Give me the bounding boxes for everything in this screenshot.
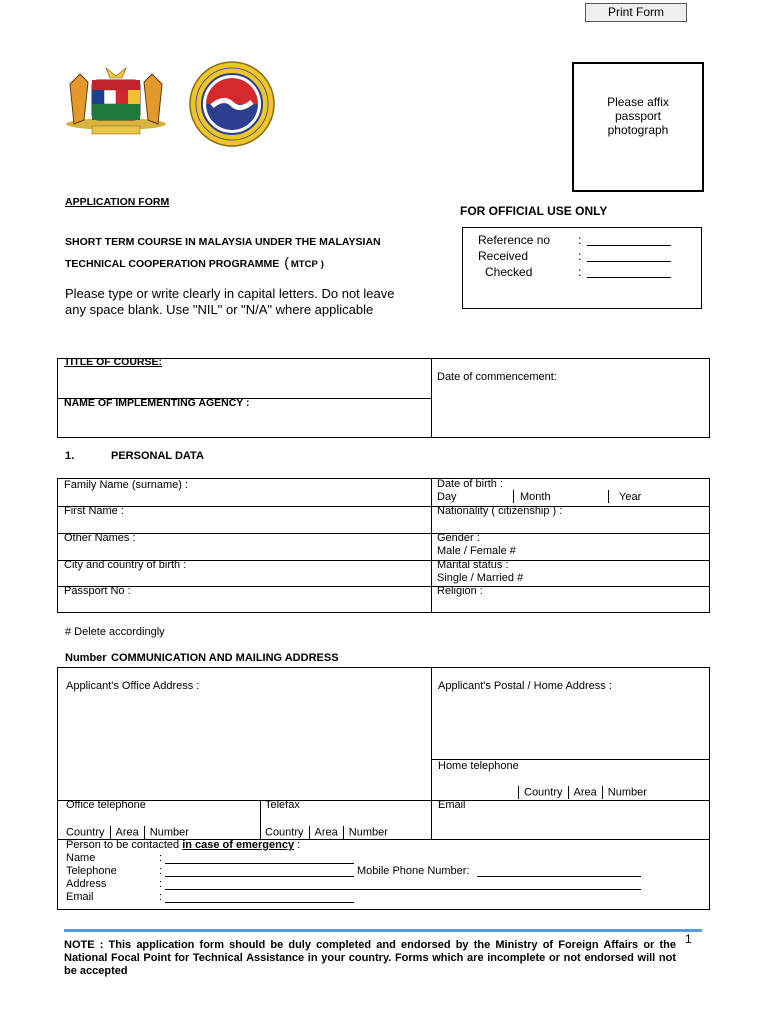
religion-label[interactable]: Religion : [437, 585, 483, 597]
office-tel-country: Country [66, 826, 105, 839]
official-colon: : [578, 265, 582, 279]
colon: : [159, 865, 163, 877]
form-title: APPLICATION FORM [65, 196, 170, 208]
official-row-received [463, 249, 701, 265]
address-table [57, 667, 710, 910]
subtitle-paren-open: ( [284, 254, 289, 270]
mtcp-logo [188, 60, 276, 148]
postal-address-label[interactable]: Applicant's Postal / Home Address : [438, 680, 612, 692]
home-tel-number: Number [607, 786, 647, 799]
family-name-label[interactable]: Family Name (surname) : [64, 479, 189, 491]
print-form-button[interactable]: Print Form [585, 3, 687, 22]
footer-rule [64, 929, 702, 932]
subtitle-line-1: SHORT TERM COURSE IN MALAYSIA UNDER THE MALAYSIAN [65, 236, 381, 248]
dob-day: Day [437, 491, 457, 503]
official-label: Checked [485, 265, 533, 279]
dob-year: Year [619, 491, 642, 503]
emergency-name-row[interactable] [66, 852, 706, 865]
official-blank[interactable] [587, 261, 671, 262]
instruction-line-1: Please type or write clearly in capital letters. Do not leave [65, 286, 395, 301]
home-telephone-fields[interactable] [518, 786, 647, 799]
section-1-title: PERSONAL DATA [111, 450, 204, 462]
office-telephone-label[interactable]: Office telephone [66, 799, 146, 811]
delete-note: # Delete accordingly [65, 626, 165, 638]
emergency-contact-heading [66, 839, 300, 852]
gender-options[interactable]: Male / Female # [437, 545, 516, 557]
official-colon: : [578, 233, 582, 247]
emergency-address-row[interactable] [66, 878, 706, 891]
emergency-emphasis: in case of emergency [182, 839, 295, 851]
nationality-label[interactable]: Nationality ( citizenship ) : [437, 505, 563, 517]
first-name-label[interactable]: First Name : [64, 505, 124, 517]
marital-status-label[interactable]: Marital status : [437, 559, 509, 571]
office-telephone-fields[interactable] [66, 826, 189, 839]
marital-options[interactable]: Single / Married # [437, 572, 524, 584]
section-2-number: Number [65, 652, 107, 664]
implementing-agency-label[interactable]: NAME OF IMPLEMENTING AGENCY : [64, 397, 250, 409]
telefax-country: Country [265, 826, 304, 839]
photo-box-line: Please affix [607, 95, 669, 109]
official-use-box [462, 227, 702, 309]
birth-place-label[interactable]: City and country of birth : [64, 559, 187, 571]
subtitle-line-2 [65, 254, 324, 270]
official-row-checked [463, 265, 701, 281]
footer-note: NOTE : This application form should be duly completed and endorsed by the Ministry of Foreign Affairs or the National Focal Point for Technical Assistance in your country. Forms which are incomplete or not endorsed will not be accepted [64, 939, 676, 977]
emergency-name-label: Name [66, 852, 96, 864]
home-telephone-label[interactable]: Home telephone [438, 760, 519, 772]
dob-month: Month [520, 491, 551, 503]
official-blank[interactable] [587, 245, 671, 246]
other-names-label[interactable]: Other Names : [64, 532, 136, 544]
colon: : [159, 852, 163, 864]
official-use-title: FOR OFFICIAL USE ONLY [460, 204, 608, 218]
subtitle-paren-close: ) [320, 259, 324, 270]
emergency-prefix: Person to be contacted [66, 839, 183, 851]
course-title-label[interactable]: TITLE OF COURSE: [64, 356, 162, 368]
official-row-reference [463, 233, 701, 249]
dob-label[interactable]: Date of birth : [437, 478, 504, 490]
subtitle-mtcp: MTCP [290, 259, 318, 270]
instruction-line-2: any space blank. Use "NIL" or "N/A" where applicable [65, 302, 374, 317]
official-colon: : [578, 249, 582, 263]
personal-data-table [57, 478, 710, 613]
office-address-label[interactable]: Applicant's Office Address : [66, 680, 200, 692]
malaysia-crest-logo [62, 64, 170, 144]
emergency-telephone-row[interactable] [66, 865, 706, 878]
colon: : [159, 891, 163, 903]
dob-fields[interactable] [437, 491, 707, 504]
emergency-telephone-label: Telephone [66, 865, 117, 877]
official-blank[interactable] [587, 277, 671, 278]
telefax-area: Area [314, 826, 338, 839]
mobile-phone-label: Mobile Phone Number: [357, 865, 470, 877]
course-table [57, 358, 710, 438]
emergency-email-row[interactable] [66, 891, 706, 904]
office-tel-number: Number [149, 826, 189, 839]
photo-box-line: photograph [607, 123, 669, 137]
emergency-suffix: : [294, 839, 301, 851]
emergency-email-label: Email [66, 891, 94, 903]
emergency-address-label: Address [66, 878, 107, 890]
telefax-label[interactable]: Telefax [265, 799, 300, 811]
colon: : [159, 878, 163, 890]
commencement-date-label[interactable]: Date of commencement: [437, 371, 557, 383]
home-tel-country: Country [524, 786, 563, 799]
passport-no-label[interactable]: Passport No : [64, 585, 131, 597]
photo-box-line: passport [614, 109, 662, 123]
gender-label[interactable]: Gender : [437, 532, 480, 544]
subtitle-programme: TECHNICAL COOPERATION PROGRAMME [65, 258, 280, 270]
section-2-title: COMMUNICATION AND MAILING ADDRESS [111, 652, 339, 664]
email-label[interactable]: Email [438, 799, 466, 811]
page-number: 1 [685, 932, 692, 946]
home-tel-area: Area [573, 786, 597, 799]
section-1-number: 1. [65, 450, 75, 462]
passport-photo-box [572, 62, 704, 192]
telefax-number: Number [348, 826, 388, 839]
official-label: Reference no [478, 233, 551, 247]
office-tel-area: Area [115, 826, 139, 839]
official-label: Received [478, 249, 529, 263]
telefax-fields[interactable] [265, 826, 388, 839]
